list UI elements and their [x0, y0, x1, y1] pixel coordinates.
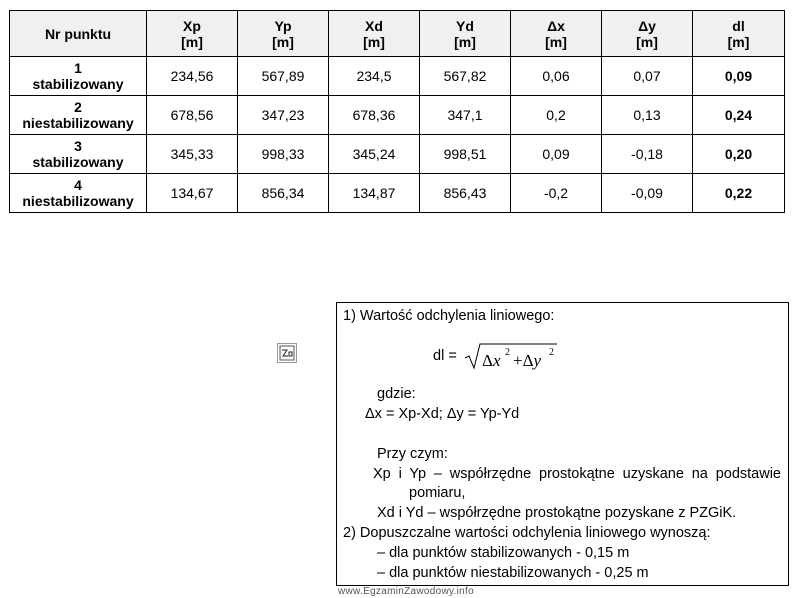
- point-number: 4: [74, 177, 82, 193]
- yd-cell: 998,51: [420, 135, 511, 174]
- xp-yp-description: Xp i Yp – współrzędne prostokątne uzyskane na podstawie: [373, 466, 781, 482]
- dy-cell: 0,07: [602, 57, 693, 96]
- point-number: 2: [74, 99, 82, 115]
- xd-cell: 234,5: [329, 57, 420, 96]
- table-row: [10, 96, 785, 135]
- xp-cell: 234,56: [147, 57, 238, 96]
- point-type: niestabilizowany: [22, 115, 134, 131]
- site-watermark: www.EgzaminZawodowy.info: [338, 586, 474, 597]
- header-unit: [m]: [454, 33, 476, 50]
- limit-unstabilized: – dla punktów niestabilizowanych - 0,25 m: [377, 565, 649, 581]
- dl-cell: 0,09: [693, 57, 785, 96]
- dy-cell: -0,09: [602, 174, 693, 213]
- yd-cell: 347,1: [420, 96, 511, 135]
- definitions-box: [336, 302, 789, 586]
- header-unit: [m]: [545, 33, 567, 50]
- table-row: [10, 174, 785, 213]
- sqrt-formula-graphic: [463, 341, 559, 371]
- dl-cell: 0,20: [693, 135, 785, 174]
- xp-cell: 678,56: [147, 96, 238, 135]
- header-unit: [m]: [272, 33, 294, 50]
- point-type: stabilizowany: [32, 154, 124, 170]
- given-label: Przy czym:: [377, 446, 448, 462]
- header-nr: [10, 11, 147, 57]
- dl-cell: 0,24: [693, 96, 785, 135]
- point-number: 1: [74, 60, 82, 76]
- dl-cell: 0,22: [693, 174, 785, 213]
- svg-text:+Δy: +Δy: [512, 351, 541, 370]
- xp-yp-description-cont: pomiaru,: [409, 485, 466, 501]
- yp-cell: 856,34: [238, 174, 329, 213]
- header-label: Xp: [183, 17, 201, 34]
- header-label: Xd: [365, 17, 383, 34]
- point-cell: [10, 174, 147, 213]
- dy-cell: 0,13: [602, 96, 693, 135]
- header-label: Yp: [274, 17, 292, 34]
- dx-cell: -0,2: [511, 174, 602, 213]
- dx-cell: 0,06: [511, 57, 602, 96]
- limit-stabilized: – dla punktów stabilizowanych - 0,15 m: [377, 545, 630, 561]
- header-yd: [420, 11, 511, 57]
- header-label: Yd: [456, 17, 474, 34]
- header-dy: [602, 11, 693, 57]
- header-label: Nr punktu: [44, 25, 112, 42]
- header-unit: [m]: [636, 33, 658, 50]
- point-cell: [10, 57, 147, 96]
- header-xd: [329, 11, 420, 57]
- point-type: stabilizowany: [32, 76, 124, 92]
- dx-cell: 0,09: [511, 135, 602, 174]
- dy-cell: -0,18: [602, 135, 693, 174]
- header-xp: [147, 11, 238, 57]
- header-label: Δy: [638, 17, 656, 34]
- header-unit: [m]: [727, 33, 750, 50]
- table-header-row: [10, 11, 785, 57]
- formula-lhs: dl =: [433, 347, 457, 364]
- placeholder-image-icon: [277, 343, 297, 363]
- yp-cell: 347,23: [238, 96, 329, 135]
- svg-text:Δx: Δx: [481, 351, 501, 370]
- header-yp: [238, 11, 329, 57]
- section-1-title: 1) Wartość odchylenia liniowego:: [343, 308, 555, 324]
- header-dl: [693, 11, 785, 57]
- point-cell: [10, 135, 147, 174]
- xp-cell: 134,67: [147, 174, 238, 213]
- header-unit: [m]: [181, 33, 203, 50]
- svg-text:2: 2: [548, 347, 554, 358]
- deviation-table: [9, 10, 785, 213]
- header-dx: [511, 11, 602, 57]
- xd-cell: 345,24: [329, 135, 420, 174]
- xd-cell: 134,87: [329, 174, 420, 213]
- xp-cell: 345,33: [147, 135, 238, 174]
- header-label: dl: [732, 17, 745, 34]
- xd-yd-description: Xd i Yd – współrzędne prostokątne pozyskane z PZGiK.: [377, 505, 737, 521]
- point-cell: [10, 96, 147, 135]
- svg-text:2: 2: [504, 347, 510, 358]
- delta-definitions: Δx = Xp-Xd; Δy = Yp-Yd: [365, 406, 520, 422]
- where-label: gdzie:: [377, 386, 416, 402]
- dx-cell: 0,2: [511, 96, 602, 135]
- header-label: Δx: [547, 17, 565, 34]
- yp-cell: 567,89: [238, 57, 329, 96]
- yd-cell: 856,43: [420, 174, 511, 213]
- yp-cell: 998,33: [238, 135, 329, 174]
- yd-cell: 567,82: [420, 57, 511, 96]
- table-row: [10, 135, 785, 174]
- table-row: [10, 57, 785, 96]
- point-type: niestabilizowany: [22, 193, 134, 209]
- section-2-title: 2) Dopuszczalne wartości odchylenia liniowego wynoszą:: [343, 525, 711, 541]
- header-unit: [m]: [363, 33, 385, 50]
- point-number: 3: [74, 138, 82, 154]
- xd-cell: 678,36: [329, 96, 420, 135]
- deviation-formula: [433, 341, 559, 371]
